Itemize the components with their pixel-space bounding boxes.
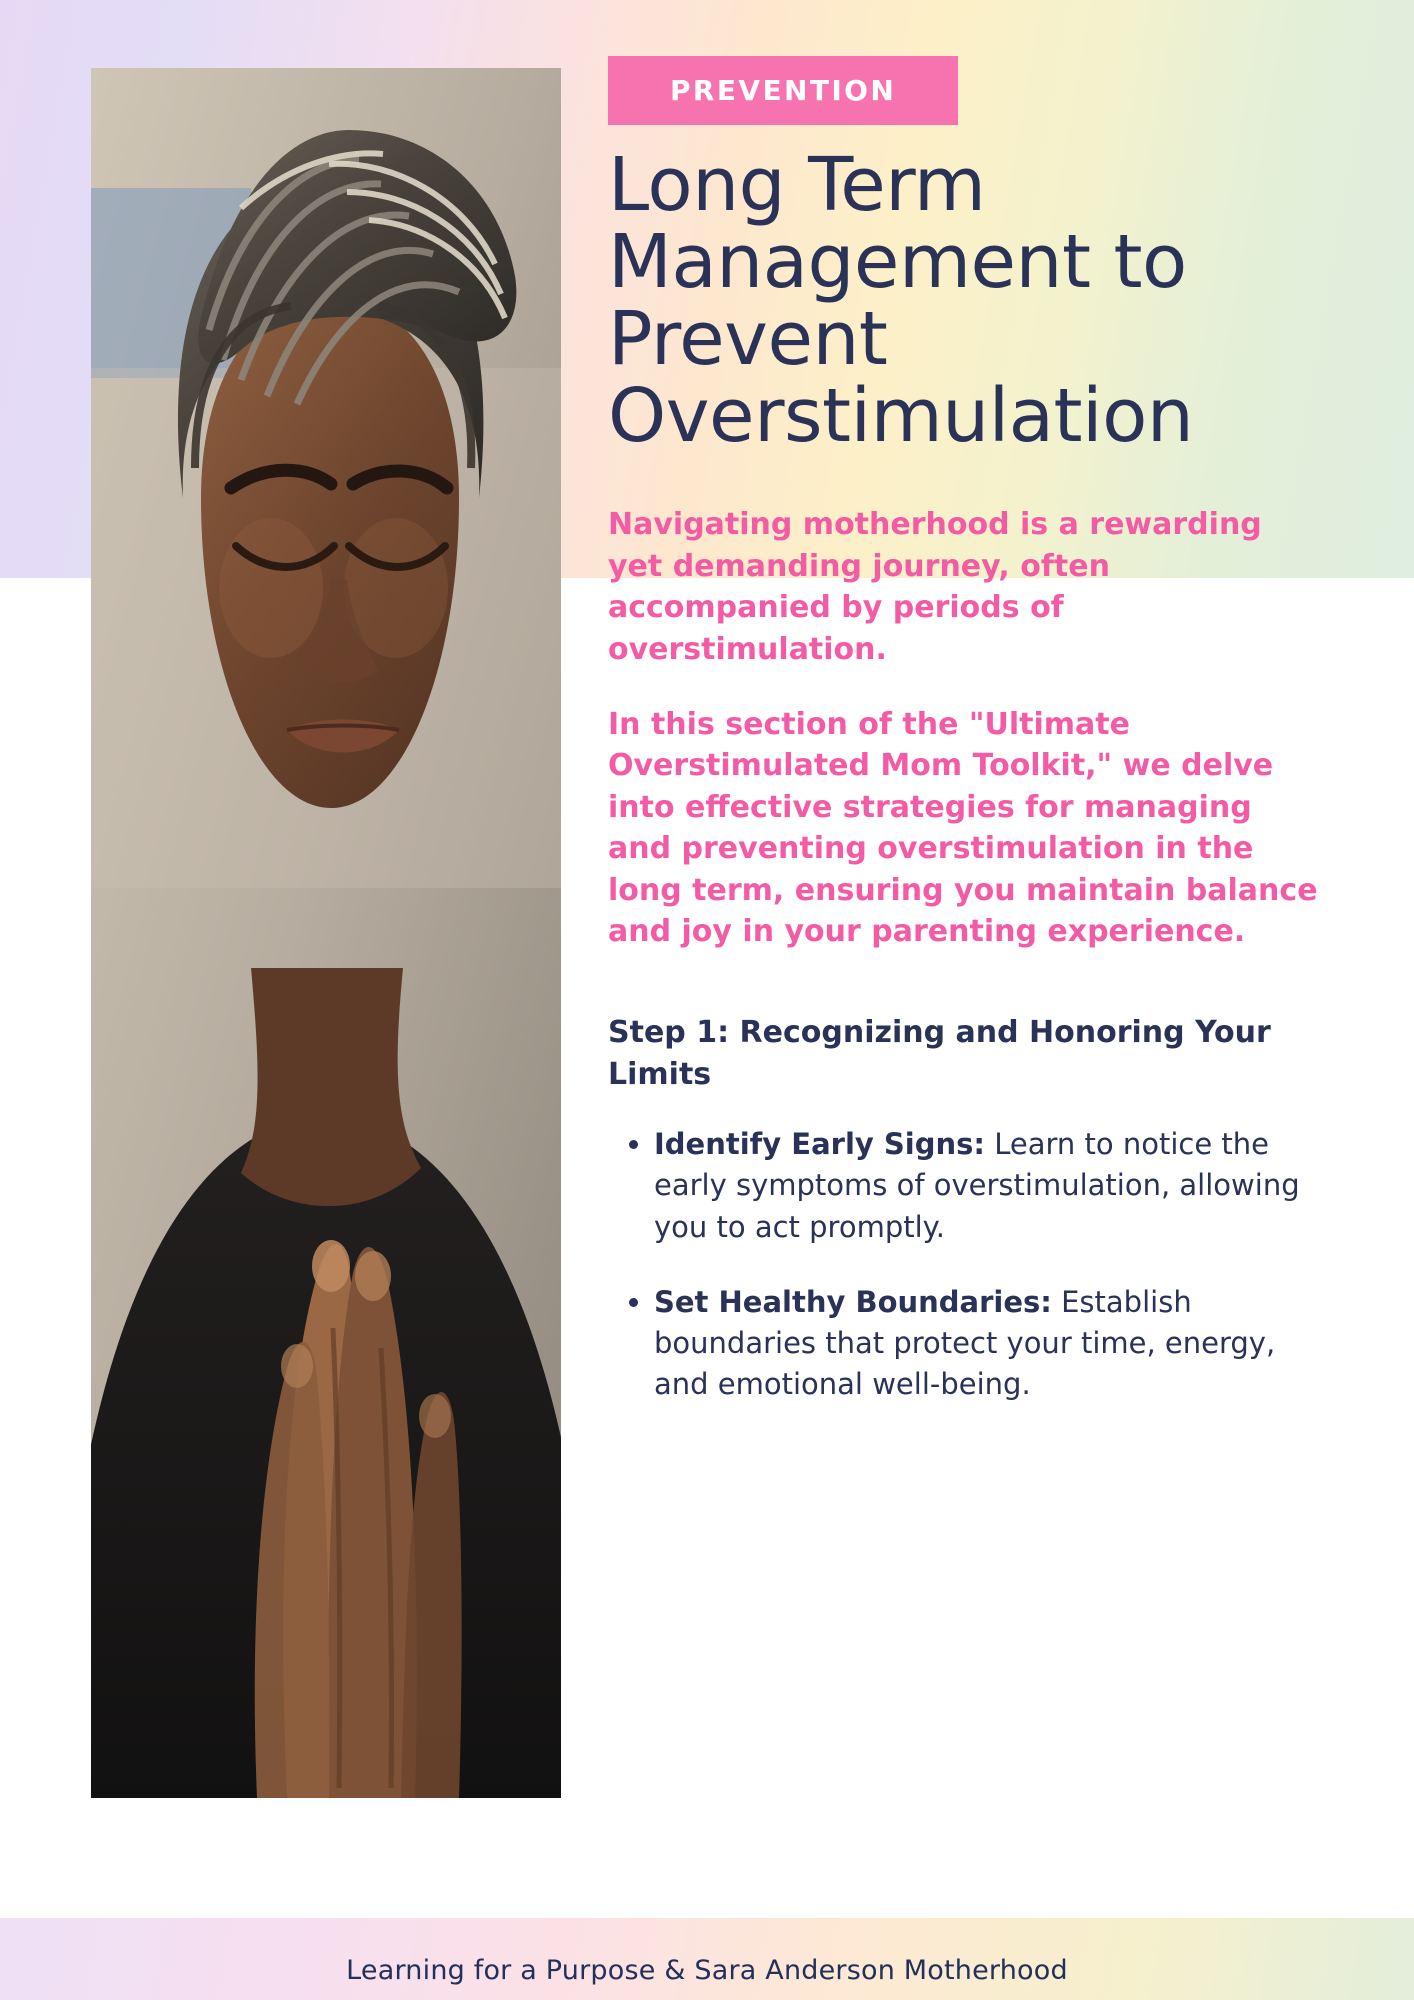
intro-text bbox=[608, 504, 1320, 952]
list-item bbox=[654, 1282, 1334, 1406]
list-item bbox=[654, 1124, 1334, 1248]
bullet-text: Establish boundaries that protect your time, energy, and emotional well-being. bbox=[654, 1284, 1276, 1402]
bullet-lead: Set Healthy Boundaries: bbox=[654, 1284, 1052, 1319]
meditation-photo bbox=[91, 68, 561, 1798]
footer-credit: Learning for a Purpose & Sara Anderson Motherhood bbox=[346, 1955, 1068, 1986]
step-heading: Step 1: Recognizing and Honoring Your Limits bbox=[608, 1015, 1271, 1093]
intro-paragraph-1: Navigating motherhood is a rewarding yet demanding journey, often accompanied by periods of overstimulation. bbox=[608, 507, 1262, 667]
page-title: Long Term Management to Prevent Overstimulation bbox=[608, 142, 1194, 459]
intro-paragraph-2: In this section of the "Ultimate Overstimulated Mom Toolkit," we delve into effective strategies for managing and preventing overstimulation in the long term, ensuring you maintain balance and joy in your parenting experience. bbox=[608, 706, 1318, 949]
bullet-lead: Identify Early Signs: bbox=[654, 1127, 985, 1162]
category-badge: PREVENTION bbox=[608, 56, 958, 125]
step-bullet-list bbox=[608, 1124, 1334, 1405]
bullet-text: Learn to notice the early symptoms of overstimulation, allowing you to act promptly. bbox=[654, 1127, 1300, 1244]
content-column bbox=[608, 56, 1318, 1439]
